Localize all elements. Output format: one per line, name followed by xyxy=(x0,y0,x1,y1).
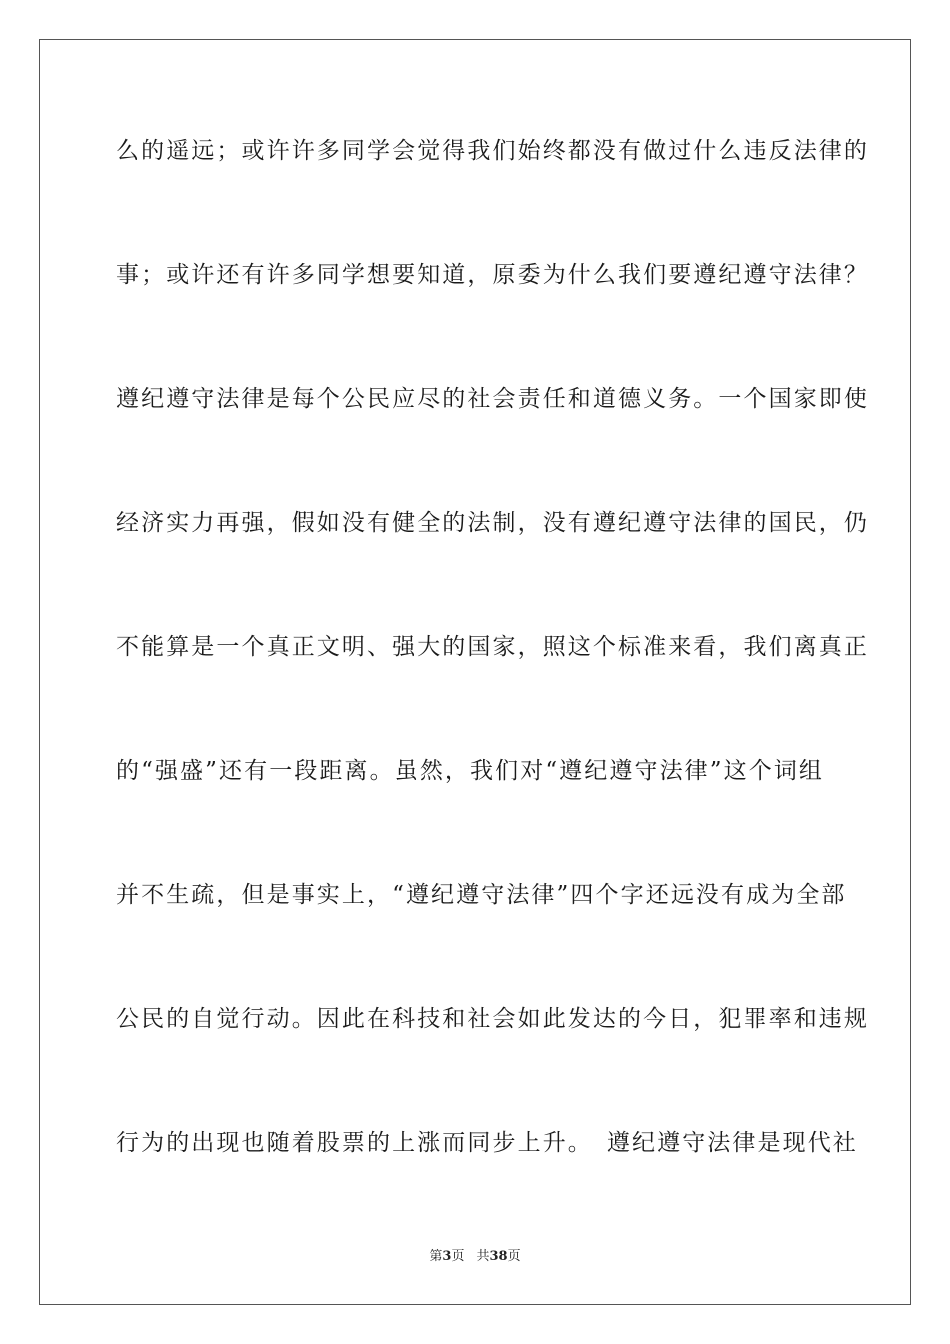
body-text-line-3: 遵纪遵守法律是每个公民应尽的社会责任和道德义务。一个国家即使 xyxy=(116,386,869,412)
body-text-line-1: 么的遥远；或许许多同学会觉得我们始终都没有做过什么违反法律的 xyxy=(116,138,869,164)
page-footer xyxy=(0,1248,950,1266)
page-label: 第3页 xyxy=(429,1249,465,1264)
total-pages-label: 共38页 xyxy=(476,1249,521,1264)
body-text-line-5: 不能算是一个真正文明、强大的国家，照这个标准来看，我们离真正 xyxy=(116,634,869,660)
body-text-line-7: 并不生疏，但是事实上，“遵纪遵守法律”四个字还远没有成为全部 xyxy=(116,882,847,908)
body-text-line-2: 事；或许还有许多同学想要知道，原委为什么我们要遵纪遵守法律？ xyxy=(116,262,869,288)
body-text-line-4: 经济实力再强，假如没有健全的法制，没有遵纪遵守法律的国民，仍 xyxy=(116,510,869,536)
page-border xyxy=(39,39,911,1305)
body-text-line-8: 公民的自觉行动。因此在科技和社会如此发达的今日，犯罪率和违规 xyxy=(116,1006,869,1032)
page-number: 3 xyxy=(442,1249,452,1264)
body-text-line-9 xyxy=(116,1128,858,1158)
total-pages: 38 xyxy=(489,1249,508,1264)
body-text-line-9-part-1: 行为的出现也随着股票的上涨而同步上升。 xyxy=(116,1130,593,1156)
body-text-line-6: 的“强盛”还有一段距离。虽然，我们对“遵纪遵守法律”这个词组 xyxy=(116,758,825,784)
body-text-line-9-part-2: 遵纪遵守法律是现代社 xyxy=(606,1130,858,1156)
